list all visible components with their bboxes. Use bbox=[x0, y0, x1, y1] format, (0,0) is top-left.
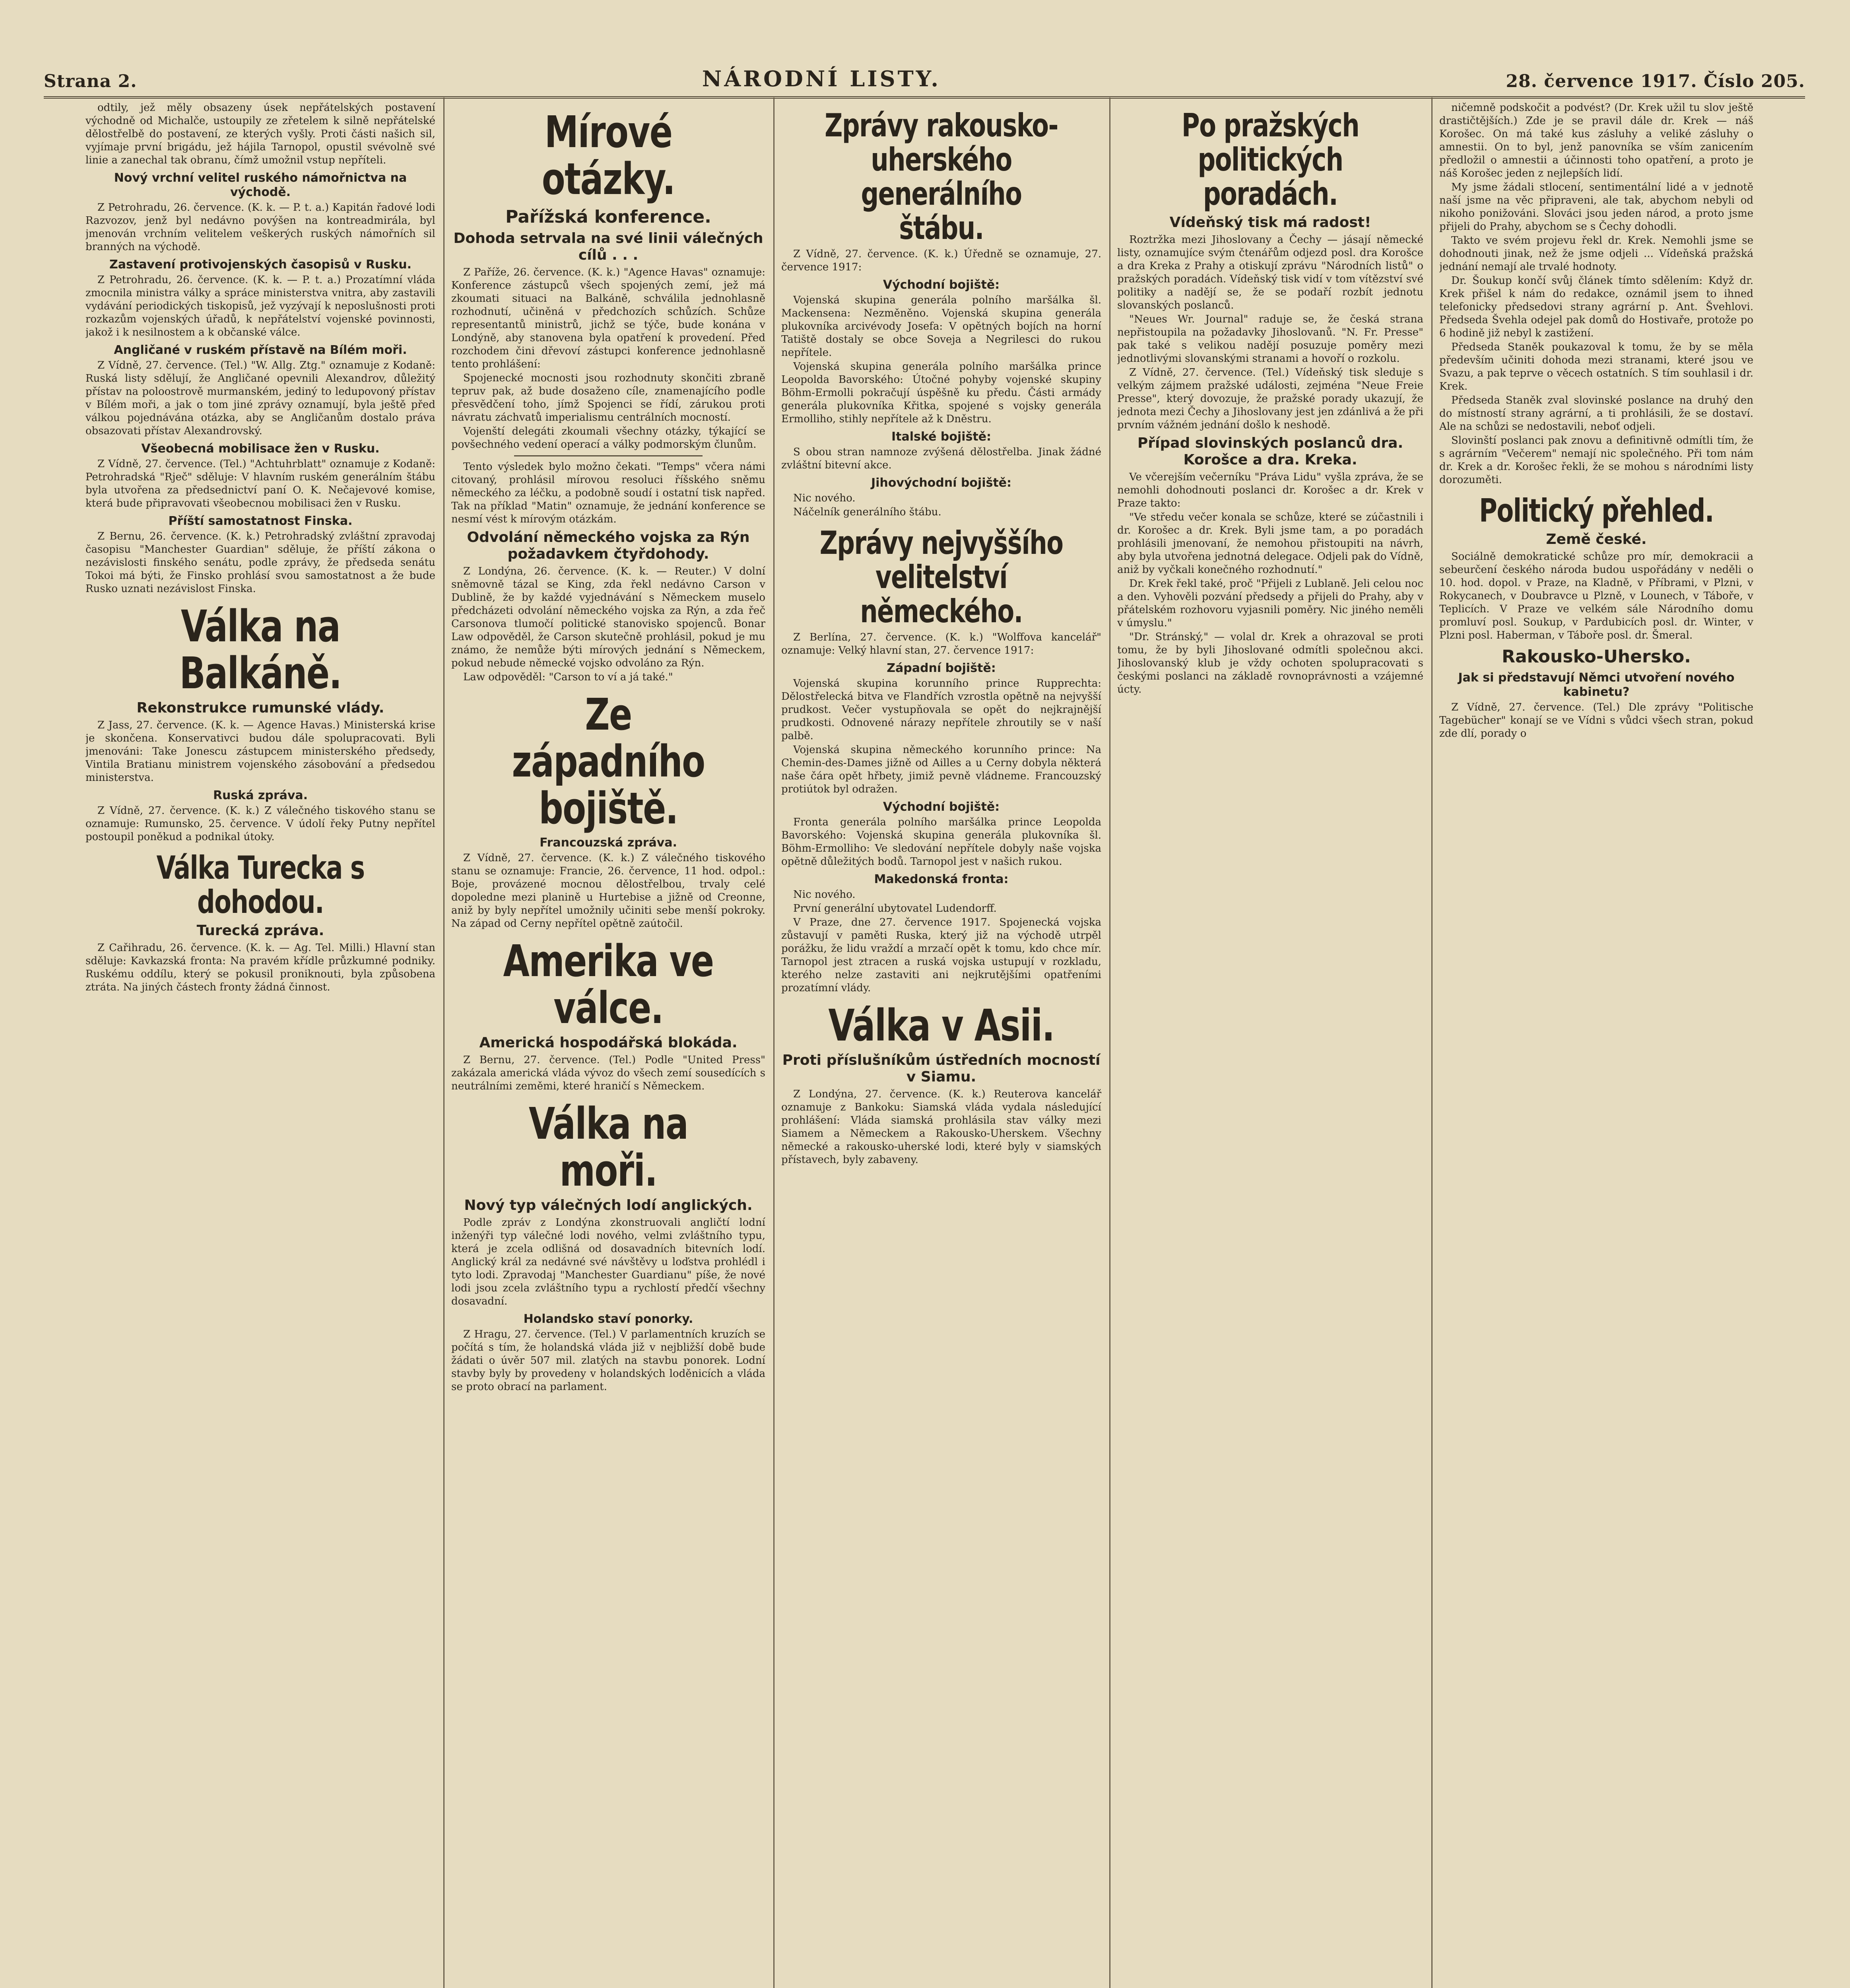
article-paragraph: Podle zpráv z Londýna zkonstruovali angličtí lodní inženýři typ válečné lodi nového, velmi zvláštního typu, která je zcela odlišná od dosavadních bitevních lodí. Anglický král za nedávné své návštěvy u loďstva prohlédl i tyto lodi. Zpravodaj "Manchester Guardianu" píše, že nové lodi jsou zcela zvláštního typu a rychlostí předčí všechny dosavadní. bbox=[451, 1217, 765, 1307]
section-headline: Ze západního bojiště. bbox=[512, 689, 705, 834]
section-headline: Válka na moři. bbox=[528, 1098, 688, 1196]
article-paragraph: Z Cařihradu, 26. července. (K. k. — Ag. Tel. Milli.) Hlavní stan sděluje: Kavkazská fronta: Na pravém křídle průzkumné podniky. Ruskému oddílu, který se pokusil proniknouti, byla způsobena ztráta. Na jiných částech fronty žádná činnost. bbox=[85, 942, 435, 993]
subheadline: Makedonská fronta: bbox=[874, 872, 1009, 886]
subheadline: Rekonstrukce rumunské vlády. bbox=[136, 700, 384, 716]
subheadline: Země české. bbox=[1546, 531, 1647, 547]
article-paragraph: Fronta generála polního maršálka prince Leopolda Bavorského: Vojenská skupina generála plukovníka šl. Böhm-Ermolliho: Ve sledování nepřítele dobyly naše vojska opětně důležitých bodů. Tarnopol jest v našich rukou. bbox=[781, 816, 1101, 868]
section-headline: Zprávy nejvyššího velitelství německého. bbox=[819, 524, 1063, 630]
column-5 bbox=[1439, 101, 1753, 1988]
article-paragraph: "Dr. Stránský," — volal dr. Krek a ohrazoval se proti tomu, že by byli Jihoslované odmítli společnou akci. Jihoslovanský klub je vždy ochoten spolupracovati s českými poslanci na základě rovnoprávnosti a vzájemné úcty. bbox=[1117, 631, 1423, 695]
subheadline: Nový typ válečných lodí anglických. bbox=[464, 1197, 753, 1213]
subheadline: Americká hospodářská blokáda. bbox=[479, 1035, 738, 1051]
subheadline: Dohoda setrvala na své linii válečných cílů . . . bbox=[453, 230, 763, 263]
headline: Odvolání německého vojska za Rýn požadavkem čtyřdohody. bbox=[467, 529, 750, 562]
article-paragraph: Sociálně demokratické schůze pro mír, demokracii a sebeurčení českého národa budou uspořádány v neděli o 10. hod. dopol. v Praze, na Kladně, v Příbrami, v Plzni, v Rokycanech, v Doubravce u Plzně, v Lounech, v Táboře, v Teplicích. V Praze ve velkém sále Národního domu promluví posl. Soukup, v Pardubicích posl. dr. Winter, v Plzni posl. Haberman, v Táboře posl. dr. Šmeral. bbox=[1439, 551, 1753, 641]
section-headline: Rakousko-Uhersko. bbox=[1502, 646, 1691, 667]
article-paragraph: Vojenská skupina generála polního maršálka šl. Mackensena: Nezměněno. Vojenská skupina generála plukovníka arcivévody Josefa: V opětných bojích na horní Tatiště dostaly se obce Soveja a Negrilesci do rukou nepřítele. bbox=[781, 294, 1101, 359]
article-paragraph: V Praze, dne 27. července 1917. Spojenecká vojska zůstavují v paměti Ruska, který již na východě utrpěl porážku, že lidu vraždí a mrzačí opět k tomu, kdo chce mír. Tarnopol jest ztracen a ruská vojska ustupují v rozkladu, kterého nelze zastaviti ani nejkrutějšími opatřeními prozatímní vlády. bbox=[781, 916, 1101, 994]
article-paragraph: My jsme žádali stlocení, sentimentální lidé a v jednotě naší jsme na věc připraveni, ale tak, abychom nebyli od nikoho ponižováni. Slováci jsou jeden národ, a proto jsme přijeli do Prahy, abychom se s Čechy dohodli. bbox=[1439, 181, 1753, 233]
article-paragraph: Tento výsledek bylo možno čekati. "Temps" včera námi citovaný, prohlásil mírovou resoluci říšského sněmu německého za léčku, a podobně soudí i ostatní tisk napřed. Tak na příklad "Matin" oznamuje, že jednání konference se nesmí vést k mírovým otázkám. bbox=[451, 461, 765, 525]
masthead bbox=[44, 60, 1805, 99]
column-rule bbox=[443, 97, 445, 1988]
paper-name: NÁRODNÍ LISTY. bbox=[702, 66, 941, 91]
article-paragraph: Z Paříže, 26. července. (K. k.) "Agence Havas" oznamuje: Konference zástupců všech spojených zemí, jež má zkoumati situaci na Balkáně, schválila jednohlasně rozhodnutí, učiněná v předchozích schůzích. Schůze representantů ministrů, jichž se týče, bude konána v Londýně, aby stanovena byla opatření k provedení. Před rozchodem čini dřevoví zástupci konference jednohlasně tento prohlášení: bbox=[451, 266, 765, 370]
page-number: Strana 2. bbox=[44, 71, 137, 91]
section-headline: Mírové otázky. bbox=[542, 107, 675, 204]
subheadline: Turecká zpráva. bbox=[196, 922, 324, 939]
article-paragraph: Z Londýna, 27. července. (K. k.) Reuterova kancelář oznamuje z Bankoku: Siamská vláda vydala následující prohlášení: Vláda siamská prohlásila stav války mezi Siamem a Německem a Rakousko-Uherskem. Všechny německé a rakousko-uherské lodi, které byly v siamských přístavech, byly zabaveny. bbox=[781, 1088, 1101, 1166]
article-paragraph: Náčelník generálního štábu. bbox=[793, 506, 942, 518]
article-paragraph: Z Bernu, 26. července. (K. k.) Petrohradský zvláštní zpravodaj časopisu "Manchester Guardian" sděluje, že příští zákona o nezávislosti finského senátu, podle zprávy, že předseda senátu Tokoi má býti, že Finsko prohlásí svou samostatnost a že bude Rusko uznati nezávislost Finska. bbox=[85, 530, 435, 595]
section-headline: Válka v Asii. bbox=[828, 1000, 1054, 1051]
article-paragraph: Předseda Staněk zval slovinské poslance na druhý den do místností strany agrární, a ti prohlásili, že se dostaví. Ale na schůzi se nedostavili, neboť odjeli. bbox=[1439, 394, 1753, 433]
article-paragraph: Z Jass, 27. července. (K. k. — Agence Havas.) Ministerská krise je skončena. Konservativci budou dále spolupracovati. Byli jmenováni: Take Jonescu zástupcem ministerského předsedy, Vintila Bratianu ministrem vojenského zásobování a předsedou ministerstva. bbox=[85, 719, 435, 784]
section-headline: Amerika ve válce. bbox=[503, 936, 714, 1033]
article-paragraph: Z Londýna, 26. července. (K. k. — Reuter.) V dolní sněmovně tázal se King, zda řekl nedávno Carson v Dublině, že by každé vyjednávání s Německem muselo předcházeti odvolání německého vojska za Rýn, a zda řeč Carsonova tlumočí politické stanovisko spojenců. Bonar Law odpověděl, že Carson skutečně prohlásil, pokud je mu známo, že nemůže býti mírových jednání s Německem, pokud nebude německé vojsko odvoláno za Rýn. bbox=[451, 565, 765, 669]
article-paragraph: Vojenská skupina generála polního maršálka prince Leopolda Bavorského: Útočné pohyby vojenské skupiny Böhm-Ermolli pokračují úspěšně ku předu. Části armády generála plukovníka Křitka, spojené s vojsky generála Ermolliho, stihly nepřítele až k Dněstru. bbox=[781, 361, 1101, 425]
subheadline: Italské bojiště: bbox=[891, 430, 991, 444]
article-paragraph: S obou stran namnoze zvýšená dělostřelba. Jinak žádné zvláštní bitevní akce. bbox=[781, 446, 1101, 471]
article-paragraph: Vojenská skupina německého korunního prince: Na Chemin-des-Dames jižně od Ailles a u Cerny dobyla některá naše čára opět hřbety, jimiž pevně vládneme. Francouzský protiútok byl odražen. bbox=[781, 744, 1101, 795]
section-headline: Válka Turecka s dohodou. bbox=[156, 849, 365, 920]
article-paragraph: Předseda Staněk poukazoval k tomu, že by se měla především učiniti dohoda mezi stranami, které jsou ve Svazu, a pak teprve o věcech ostatních. S tím souhlasil i dr. Krek. bbox=[1439, 341, 1753, 392]
column-2 bbox=[451, 101, 765, 1988]
article-paragraph: Z Vídně, 27. července. (K. k.) Úředně se oznamuje, 27. července 1917: bbox=[781, 248, 1101, 273]
article-paragraph: Nic nového. bbox=[793, 889, 856, 901]
headline: Ruská zpráva. bbox=[213, 788, 308, 802]
article-paragraph: Z Vídně, 27. července. (Tel.) "Achtuhrblatt" oznamuje z Kodaně: Petrohradská "Rječ" sděluje: V hlavním ruském generálním štábu byla utvořena za předsednictví paní O. K. Nečajevové komise, která bude připravovati všeobecnou mobilisaci žen v Rusku. bbox=[85, 458, 435, 509]
column-rule bbox=[1109, 97, 1110, 1988]
column-1 bbox=[85, 101, 435, 1988]
subheadline: Jihovýchodní bojiště: bbox=[871, 476, 1012, 490]
subheadline: Jak si představují Němci utvoření nového kabinetu? bbox=[1458, 671, 1735, 699]
article-paragraph: Spojenecké mocnosti jsou rozhodnuty skončiti zbraně tepruv pak, až bude dosaženo cíle, znamenajícího podle přesvědčení toho, jímž Spojenci se řídí, zárukou proti návratu záchvatů imperialismu centrálních mocností. bbox=[451, 372, 765, 423]
subheadline: Proti příslušníkům ústředních mocností v Siamu. bbox=[782, 1052, 1101, 1085]
headline: Zastavení protivojenských časopisů v Rusku. bbox=[109, 258, 412, 272]
article-paragraph: Z Bernu, 27. července. (Tel.) Podle "United Press" zakázala americká vláda vývoz do všech zemí sousedících s neutrálními zeměmi, které hraničí s Německem. bbox=[451, 1054, 765, 1092]
section-headline: Politický přehled. bbox=[1479, 492, 1714, 529]
headline: Holandsko staví ponorky. bbox=[523, 1312, 693, 1326]
article-paragraph: První generální ubytovatel Ludendorff. bbox=[793, 903, 997, 914]
article-paragraph: Law odpověděl: "Carson to ví a já také." bbox=[463, 671, 673, 683]
article-paragraph: Z Berlína, 27. července. (K. k.) "Wolffova kancelář" oznamuje: Velký hlavní stan, 27. července 1917: bbox=[781, 631, 1101, 656]
subheadline: Východní bojiště: bbox=[883, 278, 1000, 292]
headline: Nový vrchní velitel ruského námořnictva na východě. bbox=[114, 171, 407, 199]
article-paragraph: Vojenští delegáti zkoumali všechny otázky, týkající se povšechného vedení operací a války podmorským člunům. bbox=[451, 425, 765, 450]
article-paragraph: Takto ve svém projevu řekl dr. Krek. Nemohli jsme se dohodnouti jinak, než že jsme odjeli ... Vídeňská pražská jednání nemají ale trvalé hodnoty. bbox=[1439, 235, 1753, 273]
article-paragraph: Nic nového. bbox=[793, 492, 856, 504]
article-paragraph: Z Vídně, 27. července. (K. k.) Z válečného tiskového stanu se oznamuje: Francie, 26. července, 11 hod. odpol.: Boje, provázené mocnou dělostřelbou, trvaly celé dopoledne mezi planině u Hurtebise a jižně od Creonne, aniž by byly nepřítel umožnily učiniti sebe menší pokroky. Na západ od Cerny nepřítel opětně zaútočil. bbox=[451, 852, 765, 930]
subheadline: Francouzská zpráva. bbox=[540, 836, 677, 850]
subheadline: Západní bojiště: bbox=[887, 661, 996, 675]
article-paragraph: Ve včerejším večerníku "Práva Lidu" vyšla zpráva, že se nemohli dohodnouti poslanci dr. Korošec a dr. Krek v Praze takto: bbox=[1117, 471, 1423, 509]
article-paragraph: Dr. Krek řekl také, proč "Přijeli z Lublaně. Jeli celou noc a den. Vyhověli pozvání předsedy a přijeli do Prahy, aby v přátelském rozhovoru vyjasnili poměry. Nic jiného neměli v úmyslu." bbox=[1117, 578, 1423, 629]
article-paragraph: "Neues Wr. Journal" raduje se, že česká strana nepřistoupila na požadavky Jihoslovanů. "N. Fr. Presse" pak také s velikou nadějí posuzuje poměry mezi jednotlivými slovanskými stranami a hovoří o rozkolu. bbox=[1117, 313, 1423, 365]
headline: Angličané v ruském přístavě na Bílém moři. bbox=[114, 343, 407, 357]
article-paragraph: Z Vídně, 27. července. (Tel.) Vídeňský tisk sleduje s velkým zájmem pražské události, zejména "Neue Freie Presse", který dovozuje, že pražské porady ukazují, že jednota mezi Čechy a Jihoslovany jest jen zdánlivá a že při prvním vážném jednání došlo k neshodě. bbox=[1117, 367, 1423, 431]
article-paragraph: ničemně podskočit a podvést? (Dr. Krek užil tu slov ještě drastičtějších.) Zde je se pravil dále dr. Krek — náš Korošec. On má také kus zásluhy a veliké zásluhy o amnestii. On to byl, jenž panovníka se vším zanicením předložil o amnestii a účinnosti toho opatření, a proto je náš Korošec jeden z nejlepších lidí. bbox=[1439, 102, 1753, 179]
section-headline: Válka na Balkáně. bbox=[179, 601, 342, 699]
article-paragraph: Z Vídně, 27. července. (Tel.) Dle zprávy "Politische Tagebücher" konají se ve Vídni s vůdci všech stran, pokud zde dlí, porady o bbox=[1439, 701, 1753, 740]
article-paragraph: odtily, jež měly obsazeny úsek nepřátelských postavení východně od Michalče, ustoupily ze zřetelem k silně nepřátelské dělostřelbě do postavení, ze kterých vyšly. Proti části našich sil, vyjímaje první brigádu, jež hájila Tarnopol, opustil svévolně své linie a zanechal tak obranu, čímž umožnil vstup nepříteli. bbox=[85, 102, 435, 166]
column-rule bbox=[1431, 97, 1433, 1988]
subheadline: Vídeňský tisk má radost! bbox=[1169, 214, 1371, 231]
section-headline: Zprávy rakousko-uherského generálního štábu. bbox=[825, 107, 1058, 247]
article-paragraph: Slovinští poslanci pak znovu a definitivně odmítli tím, že s agrárním "Večerem" nemají nic společného. Při tom nám dr. Krek a dr. Korošec řekli, že se mohou s národními listy dorozuměti. bbox=[1439, 435, 1753, 486]
subheadline: Východní bojiště: bbox=[883, 800, 1000, 814]
headline: Případ slovinských poslanců dra. Korošce a dra. Kreka. bbox=[1137, 435, 1404, 468]
divider bbox=[514, 455, 703, 456]
subheadline: Pařížská konference. bbox=[505, 207, 711, 227]
article-paragraph: Dr. Šoukup končí svůj článek tímto sdělením: Když dr. Krek přišel k nám do redakce, oznámil jsem to ihned telefonicky předsedovi strany agrární p. Ant. Švehlovi. Předseda Švehla odejel pak domů do Hostivaře, protože po 6 hodině již nebyl k zastižení. bbox=[1439, 275, 1753, 339]
article-paragraph: Z Vídně, 27. července. (Tel.) "W. Allg. Ztg." oznamuje z Kodaně: Ruská listy sdělují, že Angličané opevnili Alexandrov, důležitý přístav na poloostrově murmanském, jediný to ledupovoný přístav v Bílém moři, a jak o tom jiné zprávy oznamují, byla ještě před válkou pojednávána otázka, aby se Angličanům dostalo práva obsazovati přístav Alexandrovský. bbox=[85, 359, 435, 437]
article-paragraph: Z Vídně, 27. července. (K. k.) Z válečného tiskového stanu se oznamuje: Rumunsko, 25. července. V údolí řeky Putny nepřítel postoupil poněkud a podnikal útoky. bbox=[85, 805, 435, 843]
headline: Příští samostatnost Finska. bbox=[168, 514, 353, 528]
column-rule bbox=[773, 97, 775, 1988]
headline: Všeobecná mobilisace žen v Rusku. bbox=[141, 442, 380, 456]
article-paragraph: Roztržka mezi Jihoslovany a Čechy — jásají německé listy, oznamujíce svým čtenářům odjezd posl. dra Korošce a dra Kreka z Prahy a otiskují zprávu "Národních listů" o pražských poradách. Vídeňský tisk vidí v tom vítězství své politiky a nadějí se, že se podaří rozbít jednotu slovanských poslanců. bbox=[1117, 234, 1423, 311]
article-paragraph: Z Hragu, 27. července. (Tel.) V parlamentních kruzích se počítá s tím, že holandská vláda již v nejbližší době bude žádati o úvěr 507 mil. zlatých na stavbu ponorek. Lodní stavby byly by provedeny v holandských loděnicích a vláda se proto obrací na parlament. bbox=[451, 1328, 765, 1393]
issue-date: 28. července 1917. Číslo 205. bbox=[1506, 71, 1805, 91]
article-paragraph: Z Petrohradu, 26. července. (K. k. — P. t. a.) Prozatímní vláda zmocnila ministra války a spráce ministerstva vnitra, aby zastavili vydávání periodických tiskopisů, jež vyzývají k neposlušnosti proti rozkazům vojenských úřadů, k nepřátelství vojenské povinnosti, jakož i k nesilnostem a k občanské válce. bbox=[85, 274, 435, 338]
article-paragraph: Vojenská skupina korunního prince Rupprechta: Dělostřelecká bitva ve Flandřích vzrostla opětně na nejvyšší prudkost. Večer vystupňovala se opět do nejkrajnější prudkosti. Odnovené nárazy nepřítele zhroutily se v naší palbě. bbox=[781, 678, 1101, 742]
column-3 bbox=[781, 101, 1101, 1988]
section-headline: Po pražských politických poradách. bbox=[1181, 107, 1359, 212]
article-paragraph: Z Petrohradu, 26. července. (K. k. — P. t. a.) Kapitán řadové lodi Razvozov, jenž byl nedávno povýšen na kontreadmirála, byl jmenován vrchním velitelem veškerých ruských námořních sil branných na východě. bbox=[85, 202, 435, 253]
article-paragraph: "Ve středu večer konala se schůze, které se zúčastnili i dr. Korošec a dr. Krek. Byli jsme tam, a po poradách prohlásili jmenovaní, že nemohou přistoupiti na návrh, aby byla utvořena jednotná delegace. Odjeli pak do Vídně, aniž by vyčkali konečného rozhodnutí." bbox=[1117, 511, 1423, 576]
column-4 bbox=[1117, 101, 1423, 1988]
